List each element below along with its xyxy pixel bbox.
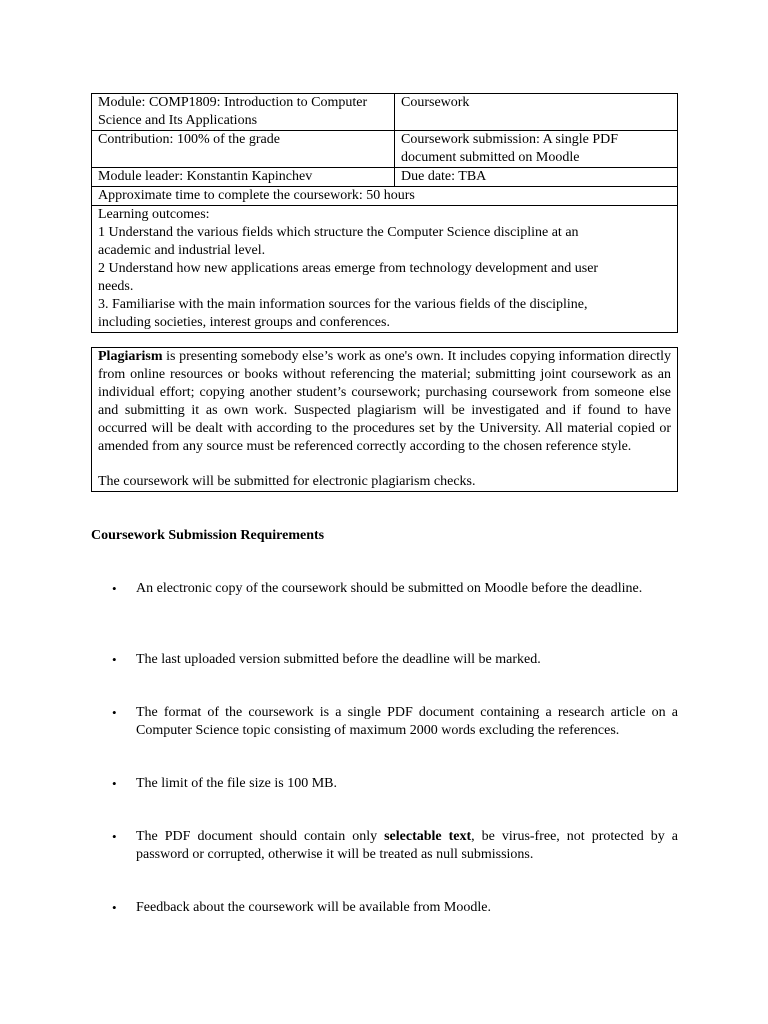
table-row [92, 94, 678, 131]
plagiarism-term: Plagiarism [98, 349, 163, 364]
selectable-text-emphasis: selectable text [384, 829, 472, 844]
approx-time-cell: Approximate time to complete the coursework: 50 hours [92, 187, 678, 206]
learning-outcome-line: academic and industrial level. [98, 243, 266, 258]
bullet-icon: • [112, 900, 117, 915]
requirement-item [91, 828, 678, 864]
learning-outcomes-heading: Learning outcomes: [98, 207, 210, 222]
requirements-heading: Coursework Submission Requirements [91, 528, 325, 543]
learning-outcome-line: including societies, interest groups and conferences. [98, 315, 390, 330]
table-row [92, 206, 678, 333]
table-row [92, 131, 678, 168]
requirement-item [91, 580, 678, 598]
plagiarism-paragraph [98, 348, 671, 456]
plagiarism-notice [91, 347, 678, 492]
requirement-text: The last uploaded version submitted before the deadline will be marked. [136, 652, 541, 667]
bullet-icon: • [112, 829, 117, 844]
learning-outcome-line: needs. [98, 279, 134, 294]
requirement-text-end: , be virus-free, not protected by a password or corrupted, otherwise it will be treated as null submissions. [136, 829, 678, 862]
requirement-item [91, 704, 678, 740]
paragraph-spacer [98, 456, 671, 473]
coursework-cell: Coursework [395, 94, 678, 131]
module-info-table [91, 93, 678, 333]
requirement-text: The limit of the file size is 100 MB. [136, 776, 338, 791]
module-title-line1: Module: COMP1809: Introduction to Computer [98, 95, 368, 110]
module-cell [92, 94, 395, 131]
contribution-cell: Contribution: 100% of the grade [92, 131, 395, 168]
learning-outcomes-cell [92, 206, 678, 333]
requirement-text: An electronic copy of the coursework should be submitted on Moodle before the deadline. [136, 581, 643, 596]
plagiarism-checks: The coursework will be submitted for electronic plagiarism checks. [98, 474, 476, 489]
module-title-line2: Science and Its Applications [98, 113, 258, 128]
bullet-icon: • [112, 776, 117, 791]
table-row [92, 168, 678, 187]
plagiarism-body: is presenting somebody else’s work as one's own. It includes copying information directly from online resources or books without referencing the material; submitting joint coursework as an individual effort; copying another student’s coursework; purchasing coursework from someone else and submitting it as own work. Suspected plagiarism will be investigated and if found to have occurred will be dealt with according to the procedures set by the University. All material copied or amended from any source must be referenced correctly according to the chosen reference style. [98, 349, 671, 454]
requirement-text: Feedback about the coursework will be available from Moodle. [136, 900, 491, 915]
learning-outcome-line: 1 Understand the various fields which structure the Computer Science discipline at an [98, 225, 579, 240]
requirement-text [136, 828, 678, 864]
requirement-item [91, 651, 678, 669]
submission-line2: document submitted on Moodle [401, 150, 580, 165]
bullet-icon: • [112, 705, 117, 720]
module-leader-cell: Module leader: Konstantin Kapinchev [92, 168, 395, 187]
submission-line1: Coursework submission: A single PDF [401, 132, 619, 147]
bullet-icon: • [112, 652, 117, 667]
table-row [92, 187, 678, 206]
requirement-text-start: The PDF document should contain only [136, 829, 385, 844]
learning-outcome-line: 2 Understand how new applications areas emerge from technology development and user [98, 261, 599, 276]
due-date-cell: Due date: TBA [395, 168, 678, 187]
learning-outcome-line: 3. Familiarise with the main information sources for the various fields of the discipline, [98, 297, 588, 312]
requirement-item [91, 899, 678, 917]
bullet-icon: • [112, 581, 117, 596]
requirement-item [91, 775, 678, 793]
requirement-text: The format of the coursework is a single PDF document containing a research article on a Computer Science topic consisting of maximum 2000 words excluding the references. [136, 705, 678, 738]
submission-cell [395, 131, 678, 168]
